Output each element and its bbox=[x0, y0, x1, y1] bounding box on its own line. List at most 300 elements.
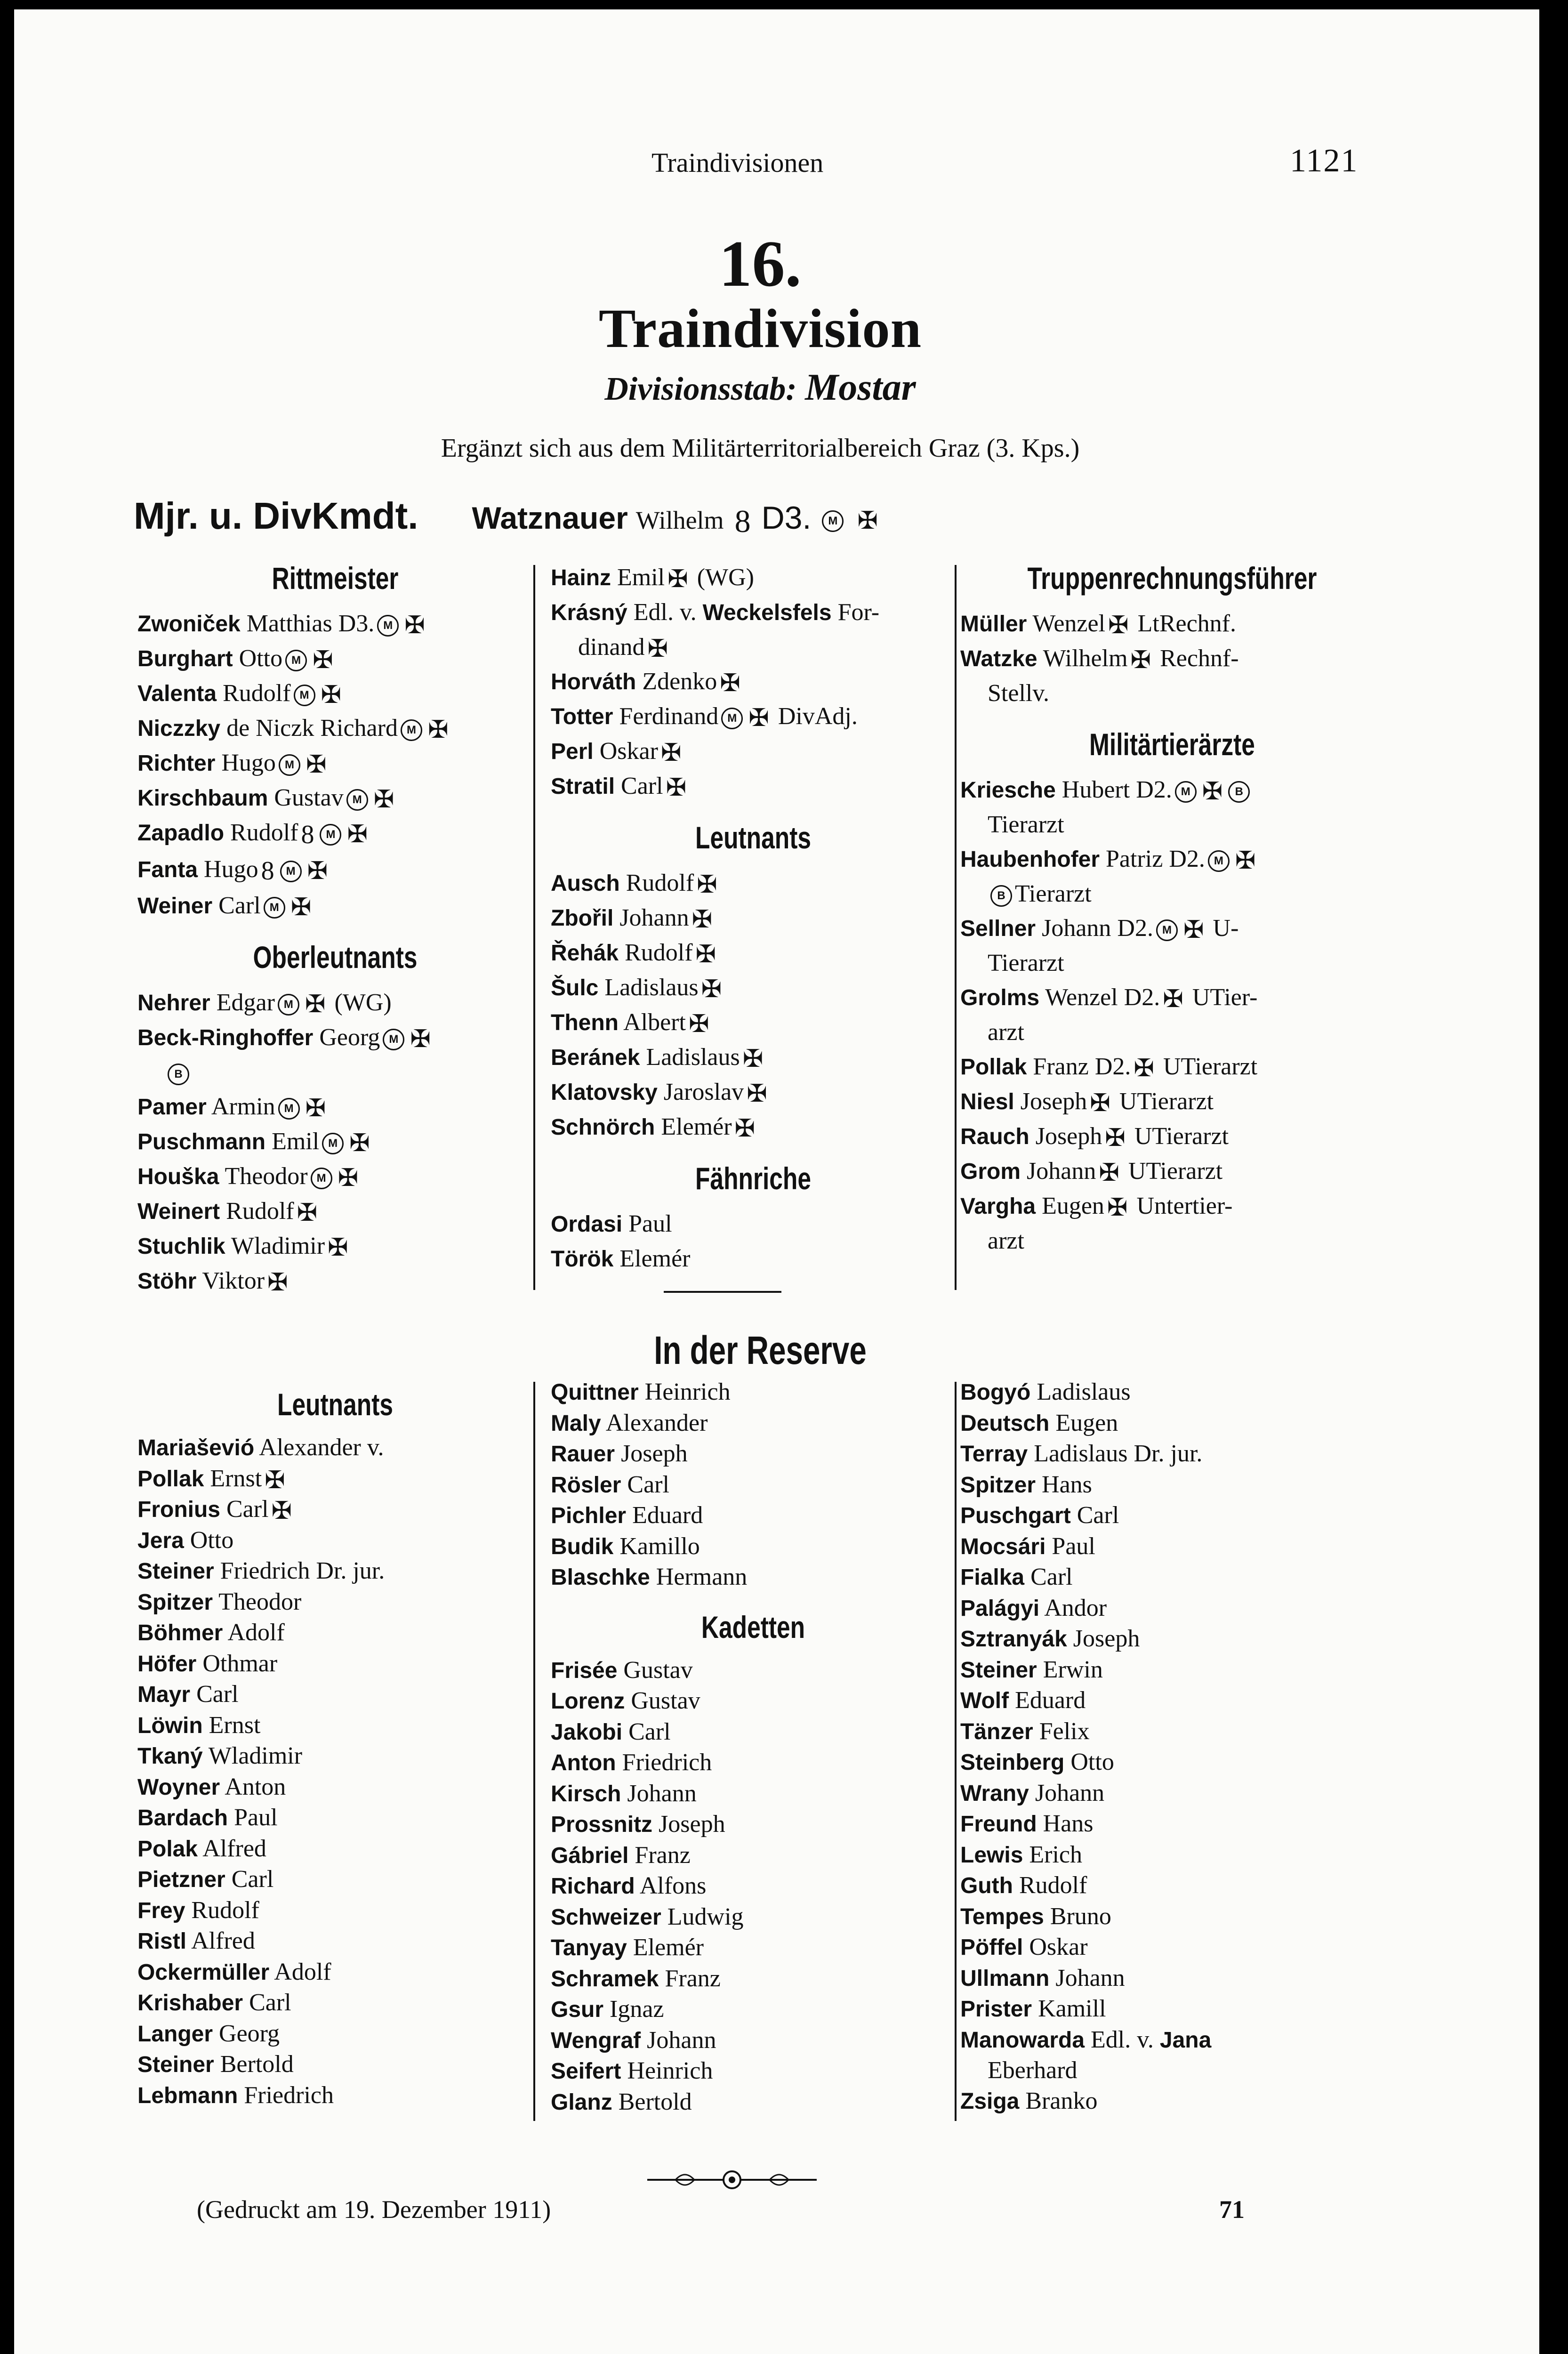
merit-m-icon: M bbox=[280, 861, 302, 882]
surname: Budik bbox=[551, 1534, 614, 1559]
officer-entry bbox=[137, 1089, 533, 1124]
surname: Ordasi bbox=[551, 1212, 623, 1237]
entry-note: U- bbox=[1213, 915, 1239, 942]
given-name: Adolf bbox=[274, 1958, 331, 1985]
surname: Zwoniček bbox=[137, 612, 241, 637]
surname: Prossnitz bbox=[551, 1812, 653, 1837]
surname: Pietzner bbox=[137, 1867, 225, 1892]
reserve-column-1 bbox=[137, 1387, 533, 2111]
cross-icon: ✠ bbox=[347, 821, 368, 848]
entry-note: D2. bbox=[1136, 776, 1172, 803]
surname: Anton bbox=[551, 1750, 616, 1775]
given-name: Hugo bbox=[221, 750, 276, 776]
surname: Rauch bbox=[960, 1124, 1029, 1149]
given-name: Carl bbox=[218, 892, 261, 919]
surname: Quittner bbox=[551, 1380, 639, 1405]
section-heading: Militärtierärzte bbox=[1089, 727, 1255, 762]
officer-entry bbox=[137, 1194, 533, 1229]
given-name: Tierarzt bbox=[988, 950, 1064, 976]
surname: Ristl bbox=[137, 1929, 187, 1954]
entry-continuation bbox=[960, 676, 1384, 710]
officer-entry bbox=[960, 773, 1384, 807]
cross-icon: ✠ bbox=[720, 670, 740, 697]
entry-note: D3. bbox=[338, 610, 375, 637]
merit-m-icon: M bbox=[721, 708, 743, 729]
surname: Terray bbox=[960, 1442, 1028, 1467]
given-name: Carl bbox=[226, 1496, 269, 1523]
ornament-icon bbox=[647, 2166, 817, 2194]
given-name: Gustav bbox=[631, 1687, 700, 1714]
officer-entry bbox=[551, 1005, 956, 1040]
officer-entry bbox=[960, 1119, 1384, 1154]
surname: Löwin bbox=[137, 1713, 203, 1738]
officer-entry bbox=[551, 769, 956, 804]
active-column-2 bbox=[551, 560, 956, 1276]
surname: Frey bbox=[137, 1898, 185, 1923]
cross-icon: ✠ bbox=[1105, 1125, 1126, 1152]
cross-icon: ✠ bbox=[667, 566, 688, 593]
entry-continuation bbox=[960, 1224, 1384, 1258]
given-name: Ladislaus bbox=[646, 1044, 740, 1071]
surname: Grom bbox=[960, 1159, 1021, 1184]
officer-entry bbox=[137, 985, 533, 1020]
officer-entry bbox=[960, 1685, 1384, 1717]
surname: Wengraf bbox=[551, 2028, 641, 2053]
surname: Puschmann bbox=[137, 1129, 266, 1155]
surname: Totter bbox=[551, 704, 613, 729]
cross-icon: ✠ bbox=[307, 857, 328, 885]
clasp-icon: 8 bbox=[734, 503, 751, 539]
cross-icon: ✠ bbox=[1107, 1194, 1128, 1222]
clasp-icon: 8 bbox=[261, 856, 274, 886]
officer-entry bbox=[551, 1809, 956, 1840]
surname: Puschgart bbox=[960, 1503, 1071, 1528]
entry-note: LtRechnf. bbox=[1137, 610, 1236, 637]
officer-entry bbox=[137, 1834, 533, 1865]
surname: Jera bbox=[137, 1528, 184, 1553]
surname: Schweizer bbox=[551, 1904, 661, 1930]
print-date: (Gedruckt am 19. Dezember 1911) bbox=[197, 2195, 551, 2224]
officer-entry bbox=[137, 1124, 533, 1159]
surname: Mocsári bbox=[960, 1534, 1046, 1559]
given-name-part: For- bbox=[837, 599, 880, 626]
given-name: Albert bbox=[623, 1009, 686, 1036]
officer-entry bbox=[137, 1464, 533, 1495]
given-name: Otto bbox=[190, 1526, 234, 1554]
given-name: Alfons bbox=[639, 1872, 707, 1899]
merit-b-icon: B bbox=[168, 1064, 189, 1085]
surname: Weiner bbox=[137, 894, 213, 919]
surname: Perl bbox=[551, 739, 594, 764]
officer-entry bbox=[137, 1679, 533, 1710]
surname: Steiner bbox=[137, 2052, 214, 2077]
given-name: Heinrich bbox=[627, 2057, 713, 2084]
officer-entry bbox=[137, 606, 533, 641]
surname: Zbořil bbox=[551, 906, 614, 931]
given-name: Carl bbox=[1030, 1564, 1073, 1590]
cross-icon: ✠ bbox=[306, 751, 327, 779]
given-name: Ferdinand bbox=[619, 703, 719, 730]
surname: Watzke bbox=[960, 646, 1037, 671]
officer-entry bbox=[137, 746, 533, 781]
officer-entry bbox=[137, 1864, 533, 1895]
officer-entry bbox=[137, 1159, 533, 1194]
officer-entry bbox=[551, 1933, 956, 1964]
active-column-3 bbox=[960, 560, 1384, 1258]
division-number: 16. bbox=[719, 227, 802, 300]
given-name: Erich bbox=[1029, 1841, 1082, 1868]
given-name: Emil bbox=[617, 564, 665, 591]
officer-entry bbox=[137, 1741, 533, 1772]
page-number: 1121 bbox=[1290, 143, 1359, 179]
entry-continuation bbox=[551, 630, 956, 664]
surname: Zapadlo bbox=[137, 821, 225, 846]
officer-entry bbox=[551, 1748, 956, 1779]
given-name: Bruno bbox=[1050, 1903, 1111, 1930]
cross-icon: ✠ bbox=[271, 1498, 292, 1525]
officer-entry bbox=[137, 1803, 533, 1834]
cross-icon: ✠ bbox=[290, 894, 312, 921]
cross-icon: ✠ bbox=[857, 508, 878, 535]
given-name: Tierarzt bbox=[988, 811, 1064, 838]
section-heading: Fähnriche bbox=[695, 1161, 812, 1196]
given-name: de Niczk Richard bbox=[226, 715, 398, 742]
given-name: Carl bbox=[249, 1989, 291, 2016]
surname: Fanta bbox=[137, 857, 198, 882]
surname: Haubenhofer bbox=[960, 847, 1100, 872]
entry-continuation bbox=[960, 1015, 1384, 1049]
cross-icon: ✠ bbox=[297, 1200, 318, 1227]
officer-entry bbox=[551, 1562, 956, 1593]
officer-entry bbox=[137, 641, 533, 676]
surname: Prister bbox=[960, 1997, 1032, 2022]
merit-m-icon: M bbox=[383, 1029, 404, 1050]
cross-icon: ✠ bbox=[349, 1130, 370, 1157]
officer-entry bbox=[551, 1686, 956, 1717]
merit-m-icon: M bbox=[377, 615, 399, 637]
officer-entry bbox=[137, 1957, 533, 1988]
given-name: Jaroslav bbox=[663, 1079, 744, 1105]
surname: Höfer bbox=[137, 1651, 197, 1677]
surname: Pollak bbox=[137, 1466, 204, 1491]
cross-icon: ✠ bbox=[647, 636, 668, 663]
given-name: Ernst bbox=[210, 1465, 262, 1492]
surname: Deutsch bbox=[960, 1411, 1050, 1436]
given-name: Friedrich bbox=[244, 2081, 334, 2109]
cross-icon: ✠ bbox=[328, 1234, 348, 1262]
section-heading: Oberleutnants bbox=[253, 940, 418, 975]
surname: Pöffel bbox=[960, 1935, 1023, 1960]
cross-icon: ✠ bbox=[660, 740, 682, 767]
surname: Blaschke bbox=[551, 1565, 650, 1590]
surname: Pamer bbox=[137, 1095, 207, 1120]
cross-icon: ✠ bbox=[321, 682, 342, 709]
recruitment-info: Ergänzt sich aus dem Militärterritorialbereich Graz (3. Kps.) bbox=[441, 434, 1080, 463]
surname: Manowarda bbox=[960, 2027, 1085, 2053]
given-name: Wenzel bbox=[1045, 984, 1118, 1011]
given-name: Alfred bbox=[202, 1835, 266, 1862]
officer-entry bbox=[551, 1408, 956, 1439]
cross-icon: ✠ bbox=[1130, 647, 1151, 674]
given-name: Wilhelm bbox=[1043, 645, 1128, 672]
given-name: Kamill bbox=[1038, 1995, 1106, 2022]
officer-entry bbox=[137, 1926, 533, 1957]
merit-b-icon: B bbox=[1228, 781, 1250, 803]
officer-entry bbox=[960, 606, 1384, 641]
officer-entry bbox=[551, 1207, 956, 1241]
cross-icon: ✠ bbox=[695, 941, 716, 968]
given-name: Rudolf bbox=[191, 1896, 259, 1924]
surname: Lebmann bbox=[137, 2083, 238, 2108]
cross-icon: ✠ bbox=[1235, 847, 1256, 875]
surname: Frisée bbox=[551, 1658, 618, 1683]
officer-entry bbox=[551, 1902, 956, 1933]
merit-m-icon: M bbox=[401, 719, 422, 741]
reserve-column-2 bbox=[551, 1377, 956, 2118]
commander-given: Wilhelm bbox=[635, 506, 724, 534]
surname: Rauer bbox=[551, 1442, 615, 1467]
surname: Krásný bbox=[551, 600, 627, 625]
given-name: Joseph bbox=[659, 1811, 725, 1838]
given-name: Friedrich bbox=[220, 1557, 310, 1584]
surname: Niesl bbox=[960, 1089, 1014, 1114]
given-name: Wenzel bbox=[1032, 610, 1106, 637]
surname: Lewis bbox=[960, 1842, 1023, 1868]
surname: Spitzer bbox=[137, 1589, 213, 1615]
surname-part: Jana bbox=[1159, 2027, 1212, 2053]
officer-entry bbox=[960, 1532, 1384, 1563]
surname: Polak bbox=[137, 1836, 198, 1862]
given-name: Alfred bbox=[191, 1927, 255, 1954]
given-name: Paul bbox=[234, 1804, 278, 1831]
given-name: Johann bbox=[1055, 1964, 1125, 1991]
surname: Hainz bbox=[551, 565, 611, 590]
given-name: Paul bbox=[628, 1210, 672, 1237]
officer-entry bbox=[551, 595, 956, 630]
officer-entry bbox=[551, 866, 956, 901]
surname: Stratil bbox=[551, 774, 615, 799]
merit-m-icon: M bbox=[322, 1133, 344, 1154]
surname: Müller bbox=[960, 612, 1027, 637]
surname: Maly bbox=[551, 1411, 601, 1436]
officer-entry bbox=[551, 1779, 956, 1810]
given-name: Eberhard bbox=[988, 2057, 1077, 2084]
surname: Schnörch bbox=[551, 1115, 655, 1140]
officer-entry bbox=[137, 815, 533, 852]
given-name: Joseph bbox=[1035, 1123, 1102, 1150]
given-name: Gustav bbox=[274, 784, 344, 811]
given-name: Johann bbox=[1027, 1158, 1096, 1185]
given-name: Wladimir bbox=[208, 1742, 303, 1769]
staff-label: Divisionsstab: bbox=[604, 371, 797, 407]
officer-entry bbox=[137, 1772, 533, 1803]
given-name: Oskar bbox=[1029, 1934, 1088, 1960]
running-title: Traindivisionen bbox=[651, 147, 824, 178]
officer-entry bbox=[960, 1562, 1384, 1593]
given-name: Carl bbox=[621, 773, 663, 799]
given-name: Friedrich bbox=[622, 1749, 712, 1776]
surname: Burghart bbox=[137, 646, 233, 671]
officer-entry bbox=[137, 1710, 533, 1741]
surname: Mayr bbox=[137, 1682, 191, 1707]
surname: Beránek bbox=[551, 1045, 640, 1070]
surname: Grolms bbox=[960, 985, 1040, 1010]
surname: Woyner bbox=[137, 1774, 220, 1800]
cross-icon: ✠ bbox=[748, 705, 769, 732]
officer-entry bbox=[960, 1717, 1384, 1748]
surname: Ullmann bbox=[960, 1966, 1050, 1991]
given-name: Johann bbox=[627, 1780, 697, 1807]
entry-continuation bbox=[137, 1055, 533, 1089]
officer-entry bbox=[137, 1587, 533, 1618]
cross-icon: ✠ bbox=[734, 1115, 756, 1143]
cross-icon: ✠ bbox=[427, 717, 449, 744]
surname: Guth bbox=[960, 1873, 1013, 1898]
officer-entry bbox=[960, 1747, 1384, 1778]
surname: Nehrer bbox=[137, 991, 210, 1016]
surname: Gábriel bbox=[551, 1843, 629, 1868]
surname: Zsiga bbox=[960, 2088, 1020, 2114]
given-name: Ladislaus bbox=[1037, 1379, 1131, 1405]
officer-entry bbox=[551, 1871, 956, 1902]
officer-entry bbox=[137, 1264, 533, 1298]
surname: Ockermüller bbox=[137, 1959, 270, 1985]
officer-entry bbox=[551, 2025, 956, 2056]
given-name: arzt bbox=[988, 1019, 1024, 1046]
cross-icon: ✠ bbox=[692, 906, 713, 934]
given-name: Hans bbox=[1043, 1810, 1094, 1837]
given-name: Joseph bbox=[1020, 1088, 1087, 1115]
officer-entry bbox=[137, 1525, 533, 1556]
given-name: Rudolf bbox=[626, 870, 694, 896]
division-title: Traindivision bbox=[598, 298, 922, 359]
surname: Steinberg bbox=[960, 1750, 1065, 1775]
given-name: Carl bbox=[196, 1681, 239, 1708]
officer-entry bbox=[551, 560, 956, 595]
section-heading: Kadetten bbox=[701, 1609, 805, 1645]
entry-note: Rechnf- bbox=[1160, 645, 1239, 672]
entry-continuation bbox=[960, 807, 1384, 842]
officer-entry bbox=[137, 1229, 533, 1264]
cross-icon: ✠ bbox=[666, 774, 687, 802]
officer-entry bbox=[137, 1433, 533, 1464]
surname: Glanz bbox=[551, 2089, 612, 2115]
column-divider bbox=[955, 1382, 957, 2121]
given-name: Matthias bbox=[246, 610, 332, 637]
merit-m-icon: M bbox=[320, 824, 341, 846]
given-name: Rudolf bbox=[1019, 1872, 1087, 1899]
surname: Steiner bbox=[960, 1657, 1037, 1683]
surname: Tempes bbox=[960, 1904, 1044, 1929]
officer-entry bbox=[551, 1840, 956, 1871]
entry-note: D2. bbox=[1169, 846, 1205, 872]
officer-entry bbox=[960, 1439, 1384, 1470]
given-name: Patriz bbox=[1106, 846, 1163, 872]
officer-entry bbox=[137, 852, 533, 889]
surname: Sztranyák bbox=[960, 1627, 1067, 1652]
commander-line bbox=[134, 494, 881, 540]
given-name: Elemér bbox=[619, 1245, 691, 1272]
given-name: Erwin bbox=[1043, 1656, 1103, 1683]
surname: Wolf bbox=[960, 1688, 1009, 1713]
officer-entry bbox=[137, 1618, 533, 1649]
entry-note: UTierarzt bbox=[1163, 1053, 1258, 1080]
cross-icon: ✠ bbox=[373, 786, 394, 814]
given-name: Carl bbox=[1077, 1502, 1119, 1529]
surname: Lorenz bbox=[551, 1689, 625, 1714]
given-name: Wladimir bbox=[231, 1233, 325, 1260]
officer-entry bbox=[137, 711, 533, 746]
cross-icon: ✠ bbox=[747, 1080, 767, 1108]
merit-m-icon: M bbox=[279, 754, 300, 776]
officer-entry bbox=[137, 676, 533, 711]
entry-note: UTierarzt bbox=[1119, 1088, 1214, 1115]
given-name: Emil bbox=[272, 1128, 320, 1155]
given-name: Tierarzt bbox=[1015, 880, 1092, 907]
given-name: Georg bbox=[319, 1024, 380, 1051]
given-name: Theodor bbox=[218, 1588, 302, 1615]
entry-continuation bbox=[960, 877, 1384, 911]
officer-entry bbox=[960, 1994, 1384, 2025]
given-name: Rudolf bbox=[226, 1198, 294, 1225]
surname: Török bbox=[551, 1247, 614, 1272]
surname: Ausch bbox=[551, 871, 620, 896]
given-name: Alexander v. bbox=[259, 1434, 384, 1461]
officer-entry bbox=[960, 1902, 1384, 1933]
officer-entry bbox=[960, 1593, 1384, 1624]
surname: Böhmer bbox=[137, 1620, 223, 1645]
given-name: Ernst bbox=[209, 1711, 261, 1739]
officer-entry bbox=[551, 699, 956, 734]
given-name: Bertold bbox=[220, 2051, 294, 2078]
given-name: Rudolf bbox=[230, 819, 298, 846]
officer-entry bbox=[960, 980, 1384, 1015]
surname: Gsur bbox=[551, 1997, 604, 2022]
given-name: Adolf bbox=[227, 1619, 285, 1646]
officer-entry bbox=[137, 2080, 533, 2112]
surname: Wrany bbox=[960, 1781, 1029, 1806]
given-name: Viktor bbox=[202, 1267, 265, 1295]
officer-entry bbox=[551, 935, 956, 970]
cross-icon: ✠ bbox=[1163, 986, 1183, 1013]
given-name: Ladislaus bbox=[604, 974, 699, 1001]
given-name: Theodor bbox=[225, 1163, 308, 1190]
given-name: Carl bbox=[231, 1866, 274, 1893]
merit-m-icon: M bbox=[1175, 781, 1197, 803]
surname: Tkaný bbox=[137, 1744, 203, 1769]
merit-m-icon: M bbox=[264, 897, 285, 919]
officer-entry bbox=[137, 1494, 533, 1525]
officer-entry bbox=[137, 781, 533, 815]
surname: Kirschbaum bbox=[137, 786, 268, 811]
given-name: Gustav bbox=[623, 1656, 693, 1684]
surname: Valenta bbox=[137, 681, 217, 706]
officer-entry bbox=[960, 1624, 1384, 1655]
officer-entry bbox=[551, 2087, 956, 2118]
entry-note: Untertier- bbox=[1136, 1193, 1233, 1219]
given-name: Ignaz bbox=[610, 1996, 664, 2023]
merit-m-icon: M bbox=[1208, 850, 1230, 872]
surname-part: Weckelsfels bbox=[702, 600, 832, 625]
surname: Klatovsky bbox=[551, 1080, 658, 1105]
entry-note: Dr. jur. bbox=[1134, 1440, 1203, 1467]
given-name: Otto bbox=[1070, 1749, 1114, 1775]
surname: Houška bbox=[137, 1164, 219, 1190]
merit-m-icon: M bbox=[285, 650, 307, 671]
staff-line bbox=[14, 366, 1506, 409]
cross-icon: ✠ bbox=[338, 1165, 359, 1192]
given-name: Anton bbox=[225, 1773, 286, 1800]
